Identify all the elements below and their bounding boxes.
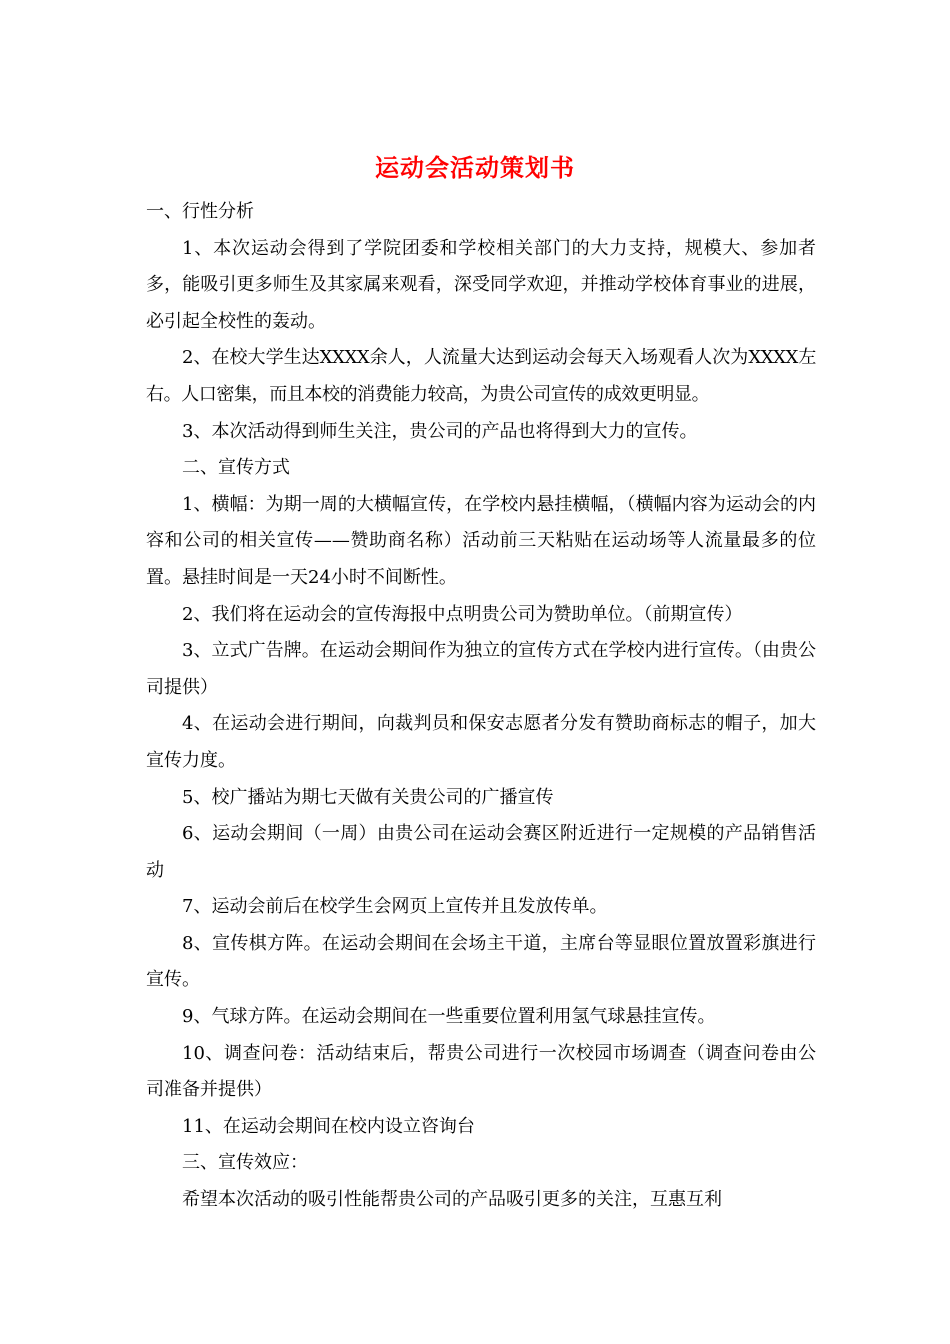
paragraph-item: 6、运动会期间（一周）由贵公司在运动会赛区附近进行一定规模的产品销售活动 [146,823,816,881]
paragraph-item: 7、运动会前后在校学生会网页上宣传并且发放传单。 [182,896,608,918]
paragraph-item: 5、校广播站为期七天做有关贵公司的广播宣传 [182,786,554,808]
paragraph-item: 10、调查问卷：活动结束后，帮贵公司进行一次校园市场调查（调查问卷由公司准备并提供） [146,1042,816,1101]
document-title: 运动会活动策划书 [375,153,575,182]
paragraph-item: 4、在运动会进行期间，向裁判员和保安志愿者分发有赞助商标志的帽子，加大宣传力度。 [146,713,816,771]
paragraph-item: 11、在运动会期间在校内设立咨询台 [182,1115,475,1137]
paragraph-item: 9、气球方阵。在运动会期间在一些重要位置利用氢气球悬挂宣传。 [182,1006,716,1028]
paragraph-item: 1、本次运动会得到了学院团委和学校相关部门的大力支持，规模大、参加者多，能吸引更多师生及其家属来观看，深受同学欢迎，并推动学校体育事业的进展，必引起全校性的轰动。 [146,237,816,332]
section-heading-promotion: 二、宣传方式 [182,457,290,479]
paragraph-item: 1、横幅：为期一周的大横幅宣传，在学校内悬挂横幅，（横幅内容为运动会的内容和公司的相关宣传——赞助商名称）活动前三天粘贴在运动场等人流量最多的位置。悬挂时间是一天24小时不间断性。 [146,493,816,588]
paragraph-item: 3、本次活动得到师生关注，贵公司的产品也将得到大力的宣传。 [182,420,698,442]
section-heading-effect: 三、宣传效应： [182,1152,308,1174]
section-heading-feasibility: 一、行性分析 [146,201,254,222]
paragraph-item: 2、我们将在运动会的宣传海报中点明贵公司为赞助单位。（前期宣传） [182,603,743,625]
document-body [146,194,816,1219]
paragraph-item: 2、在校大学生达XXXX余人，人流量大达到运动会每天入场观看人次为XXXX左右。人口密集，而且本校的消费能力较高，为贵公司宣传的成效更明显。 [146,347,816,405]
paragraph-item: 8、宣传棋方阵。在运动会期间在会场主干道，主席台等显眼位置放置彩旗进行宣传。 [146,932,816,991]
paragraph-item: 希望本次活动的吸引性能帮贵公司的产品吸引更多的关注，互惠互利 [182,1189,722,1211]
paragraph-item: 3、立式广告牌。在运动会期间作为独立的宣传方式在学校内进行宣传。（由贵公司提供） [146,640,816,698]
